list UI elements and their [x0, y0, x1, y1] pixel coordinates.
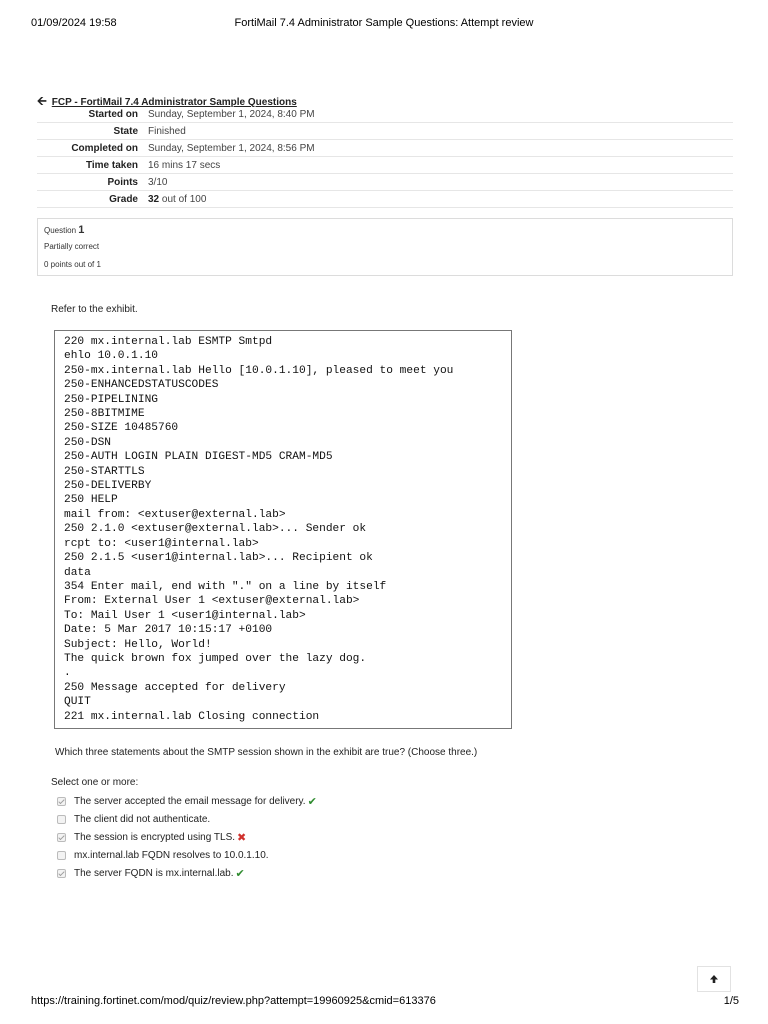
arrow-up-icon [709, 974, 719, 984]
answer-option[interactable] [57, 811, 317, 829]
breadcrumb-link[interactable]: FCP - FortiMail 7.4 Administrator Sample Questions [51, 97, 297, 108]
question-number [44, 224, 84, 236]
attempt-summary-table [37, 106, 733, 208]
answer-checkbox[interactable] [57, 797, 66, 806]
summary-value: 16 mins 17 secs [146, 157, 733, 174]
question-intro: Refer to the exhibit. [51, 304, 138, 315]
summary-row-time-taken [37, 157, 733, 174]
answer-checkbox[interactable] [57, 851, 66, 860]
exhibit-smtp-transcript: 220 mx.internal.lab ESMTP Smtpd ehlo 10.0.1.10 250-mx.internal.lab Hello [10.0.1.10], pleased to meet you 250-ENHANCEDSTATUSCODES 250-PIPELINING 250-8BITMIME 250-SIZE 10485760 250-DSN 250-AUTH LOGIN PLAIN DIGEST-MD5 CRAM-MD5 250-STARTTLS 250-DELIVERBY 250 HELP mail from: <extuser@external.lab> 250 2.1.0 <extuser@external.lab>... Sender ok rcpt to: <user1@internal.lab> 250 2.1.5 <user1@internal.lab>... Recipient ok data 354 Enter mail, end with "." on a line by itself From: External User 1 <extuser@external.lab> To: Mail User 1 <user1@internal.lab> Date: 5 Mar 2017 10:15:17 +0100 Subject: Hello, World! The quick brown fox jumped over the lazy dog. . 250 Message accepted for delivery QUIT 221 mx.internal.lab Closing connection [64, 336, 454, 723]
answer-checkbox[interactable] [57, 815, 66, 824]
answer-option[interactable] [57, 793, 317, 811]
summary-label: Started on [37, 106, 146, 123]
question-text: Which three statements about the SMTP session shown in the exhibit are true? (Choose three.) [55, 747, 478, 758]
answer-option[interactable] [57, 846, 317, 864]
summary-value [146, 191, 733, 208]
answer-option[interactable] [57, 829, 317, 847]
question-number-value: 1 [78, 224, 85, 236]
answer-label: The server accepted the email message for delivery. [74, 796, 306, 808]
summary-value: Sunday, September 1, 2024, 8:56 PM [146, 140, 733, 157]
grade-score: 32 [148, 193, 160, 205]
question-label: Question [44, 226, 77, 235]
question-info-box [37, 218, 733, 276]
answer-label: The server FQDN is mx.internal.lab. [74, 867, 234, 879]
answer-label: mx.internal.lab FQDN resolves to 10.0.1.10. [74, 849, 269, 861]
print-datetime: 01/09/2024 19:58 [31, 17, 117, 29]
summary-value: Sunday, September 1, 2024, 8:40 PM [146, 106, 733, 123]
answer-list [57, 793, 317, 882]
summary-row-points [37, 174, 733, 191]
summary-label: Completed on [37, 140, 146, 157]
cross-icon: ✖ [237, 831, 247, 844]
question-grade: 0 points out of 1 [44, 260, 101, 269]
summary-row-started [37, 106, 733, 123]
arrow-left-icon[interactable]: 🡨 [37, 94, 47, 108]
summary-label: Grade [37, 191, 146, 208]
summary-row-completed [37, 140, 733, 157]
summary-value: Finished [146, 123, 733, 140]
question-state: Partially correct [44, 242, 100, 251]
summary-label: Points [37, 174, 146, 191]
print-url: https://training.fortinet.com/mod/quiz/review.php?attempt=19960925&cmid=613376 [31, 995, 436, 1007]
answer-checkbox[interactable] [57, 833, 66, 842]
print-page-number: 1/5 [723, 995, 739, 1007]
summary-row-grade [37, 191, 733, 208]
exhibit-image [54, 330, 512, 729]
grade-out-of: out of 100 [159, 193, 207, 205]
answer-option[interactable] [57, 864, 317, 882]
summary-label: Time taken [37, 157, 146, 174]
back-to-top-button[interactable] [697, 966, 731, 992]
print-page-title: FortiMail 7.4 Administrator Sample Questions: Attempt review [234, 17, 534, 29]
summary-row-state [37, 123, 733, 140]
answer-prompt: Select one or more: [51, 777, 139, 788]
answer-checkbox[interactable] [57, 869, 66, 878]
check-icon: ✔ [307, 796, 317, 809]
answer-label: The client did not authenticate. [74, 814, 211, 826]
summary-label: State [37, 123, 146, 140]
answer-label: The session is encrypted using TLS. [74, 831, 236, 843]
summary-value: 3/10 [146, 174, 733, 191]
check-icon: ✔ [235, 867, 245, 880]
